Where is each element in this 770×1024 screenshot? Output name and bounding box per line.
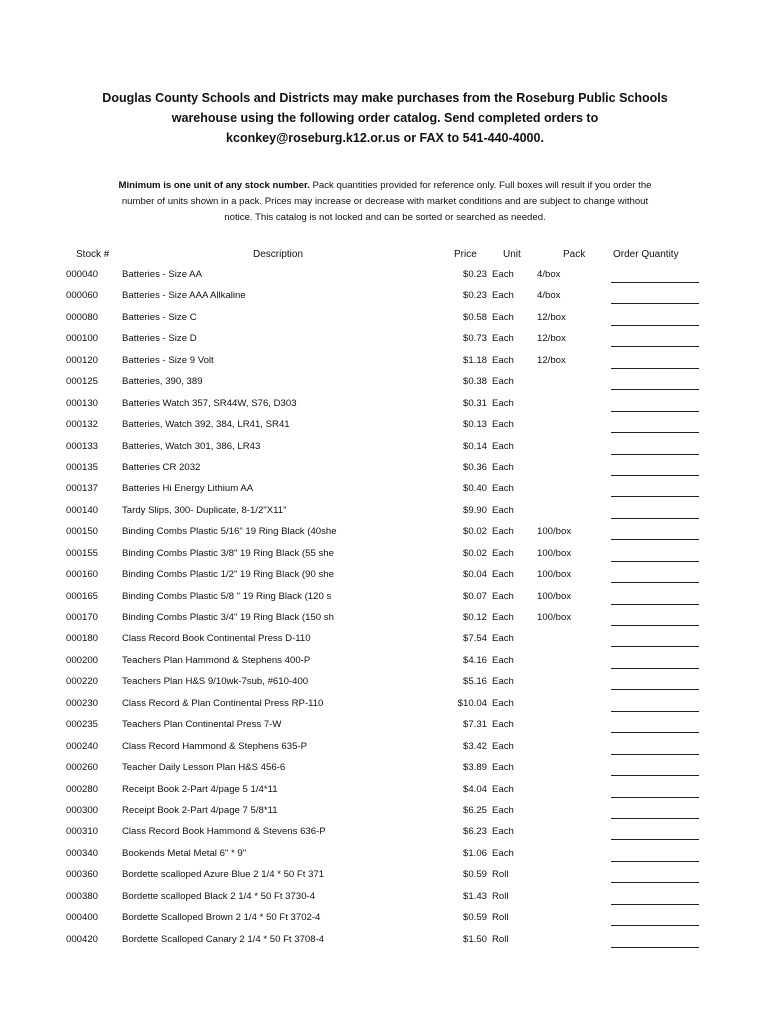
stock-number: 000420	[66, 933, 99, 945]
order-quantity-line[interactable]	[611, 861, 699, 862]
table-row	[0, 565, 770, 586]
table-row	[0, 930, 770, 951]
item-description: Batteries, Watch 392, 384, LR41, SR41	[122, 419, 290, 431]
item-pack: 100/box	[537, 547, 572, 559]
stock-number: 000220	[66, 676, 99, 688]
item-description: Teacher Daily Lesson Plan H&S 456-6	[122, 762, 286, 774]
item-pack: 12/box	[537, 333, 566, 345]
table-row	[0, 522, 770, 543]
item-description: Batteries - Size AAA Allkaline	[122, 290, 246, 302]
item-description: Batteries - Size C	[122, 311, 197, 323]
table-row	[0, 479, 770, 500]
item-pack: 100/box	[537, 526, 572, 538]
stock-number: 000132	[66, 419, 99, 431]
item-description: Class Record Book Hammond & Stevens 636-P	[122, 826, 326, 838]
order-quantity-line[interactable]	[611, 689, 699, 690]
order-quantity-line[interactable]	[611, 646, 699, 647]
stock-number: 000200	[66, 654, 99, 666]
item-description: Class Record Book Continental Press D-110	[122, 633, 311, 645]
order-quantity-line[interactable]	[611, 346, 699, 347]
item-unit: Each	[492, 612, 514, 623]
table-row	[0, 908, 770, 929]
item-unit: Each	[492, 826, 514, 838]
item-unit: Each	[492, 569, 514, 581]
item-price: $5.16	[462, 676, 487, 688]
item-price: $4.16	[462, 654, 487, 666]
table-row	[0, 887, 770, 908]
item-description: Batteries - Size AA	[122, 269, 202, 280]
item-unit: Roll	[492, 912, 509, 924]
order-quantity-line[interactable]	[611, 947, 699, 948]
item-unit: Each	[492, 654, 514, 666]
item-price: $3.89	[462, 762, 487, 774]
stock-number: 000100	[66, 333, 99, 345]
notice-line-2: number of units shown in a pack. Prices may increase or decrease with market conditions and are subject to change without	[121, 196, 649, 207]
item-pack: 100/box	[537, 590, 572, 602]
heading-line-1: Douglas County Schools and Districts may make purchases from the Roseburg Public Schools	[102, 91, 668, 105]
stock-number: 000165	[66, 590, 99, 602]
item-unit: Each	[492, 526, 514, 538]
item-description: Bordette scalloped Azure Blue 2 1/4 * 50 Ft 371	[122, 869, 325, 881]
table-row	[0, 265, 770, 286]
item-pack: 4/box	[537, 290, 561, 302]
item-description: Batteries - Size D	[122, 333, 197, 345]
item-unit: Each	[492, 804, 514, 816]
stock-number: 000060	[66, 290, 99, 302]
order-quantity-line[interactable]	[611, 797, 699, 798]
stock-number: 000140	[66, 504, 99, 516]
item-price: $0.23	[462, 269, 487, 280]
item-description: Batteries Watch 357, SR44W, S76, D303	[122, 397, 297, 409]
stock-number: 000380	[66, 890, 99, 902]
item-unit: Each	[492, 397, 514, 409]
order-quantity-line[interactable]	[611, 882, 699, 883]
item-price: $0.07	[462, 590, 487, 602]
order-quantity-line[interactable]	[611, 475, 699, 476]
order-quantity-line[interactable]	[611, 625, 699, 626]
order-quantity-line[interactable]	[611, 303, 699, 304]
item-description: Receipt Book 2-Part 4/page 7 5/8*11	[122, 804, 278, 816]
order-quantity-line[interactable]	[611, 432, 699, 433]
item-unit: Each	[492, 590, 514, 602]
item-description: Teachers Plan Continental Press 7-W	[122, 719, 282, 731]
item-unit: Each	[492, 697, 514, 709]
header-stock: Stock #	[76, 249, 110, 260]
item-price: $0.59	[462, 912, 487, 924]
item-description: Receipt Book 2-Part 4/page 5 1/4*11	[122, 783, 278, 795]
stock-number: 000310	[66, 826, 99, 838]
table-row	[0, 608, 770, 629]
notice-minimum-bold: Minimum is one unit of any stock number.	[118, 180, 310, 191]
table-row	[0, 308, 770, 329]
order-quantity-line[interactable]	[611, 368, 699, 369]
table-row	[0, 780, 770, 801]
table-row	[0, 458, 770, 479]
item-price: $1.18	[462, 354, 487, 366]
item-description: Bordette scalloped Black 2 1/4 * 50 Ft 3730-4	[122, 890, 316, 902]
stock-number: 000125	[66, 376, 99, 388]
stock-number: 000155	[66, 547, 99, 559]
item-unit: Each	[492, 269, 514, 280]
item-unit: Roll	[492, 933, 509, 945]
stock-number: 000230	[66, 697, 99, 709]
item-price: $4.04	[462, 783, 487, 795]
stock-number: 000235	[66, 719, 99, 731]
item-unit: Each	[492, 354, 514, 366]
table-row	[0, 329, 770, 350]
item-price: $3.42	[462, 740, 487, 752]
item-description: Class Record Hammond & Stephens 635-P	[122, 740, 308, 752]
order-quantity-line[interactable]	[611, 389, 699, 390]
item-price: $7.54	[462, 633, 487, 645]
item-price: $0.12	[462, 612, 487, 623]
item-price: $0.38	[462, 376, 487, 388]
item-description: Binding Combs Plastic 5/8 " 19 Ring Black (120 s	[122, 590, 332, 602]
item-price: $0.23	[462, 290, 487, 302]
item-price: $6.25	[462, 804, 487, 816]
header-price: Price	[454, 249, 477, 260]
item-price: $1.50	[462, 933, 487, 945]
table-row	[0, 372, 770, 393]
stock-number: 000240	[66, 740, 99, 752]
item-unit: Each	[492, 719, 514, 731]
stock-number: 000133	[66, 440, 99, 452]
item-description: Binding Combs Plastic 3/8" 19 Ring Black (55 she	[122, 547, 334, 559]
stock-number: 000260	[66, 762, 99, 774]
order-quantity-line[interactable]	[611, 904, 699, 905]
item-price: $7.31	[462, 719, 487, 731]
item-price: $0.02	[462, 547, 487, 559]
item-description: Batteries - Size 9 Volt	[122, 354, 214, 366]
table-row	[0, 715, 770, 736]
item-description: Batteries Hi Energy Lithium AA	[122, 483, 254, 495]
order-quantity-line[interactable]	[611, 754, 699, 755]
item-unit: Each	[492, 676, 514, 688]
table-row	[0, 544, 770, 565]
order-quantity-line[interactable]	[611, 496, 699, 497]
order-quantity-line[interactable]	[611, 775, 699, 776]
item-price: $0.40	[462, 483, 487, 495]
stock-number: 000130	[66, 397, 99, 409]
order-quantity-line[interactable]	[611, 668, 699, 669]
item-pack: 100/box	[537, 569, 572, 581]
item-description: Teachers Plan H&S 9/10wk-7sub, #610-400	[122, 676, 309, 688]
header-order-quantity: Order Quantity	[613, 249, 679, 260]
order-quantity-line[interactable]	[611, 411, 699, 412]
item-price: $1.43	[462, 890, 487, 902]
item-unit: Roll	[492, 869, 509, 881]
item-price: $1.06	[462, 847, 487, 859]
item-description: Class Record & Plan Continental Press RP-110	[122, 697, 324, 709]
order-quantity-line[interactable]	[611, 711, 699, 712]
heading-line-2: warehouse using the following order catalog. Send completed orders to	[171, 111, 599, 125]
stock-number: 000280	[66, 783, 99, 795]
notice-line-1-rest: Pack quantities provided for reference only. Full boxes will result if you order the	[309, 180, 652, 191]
table-row	[0, 801, 770, 822]
item-description: Binding Combs Plastic 1/2" 19 Ring Black (90 she	[122, 569, 334, 581]
header-unit: Unit	[503, 249, 521, 260]
heading-line-3: kconkey@roseburg.k12.or.us or FAX to 541-440-4000.	[226, 131, 544, 145]
table-row	[0, 629, 770, 650]
stock-number: 000040	[66, 269, 99, 280]
item-description: Tardy Slips, 300- Duplicate, 8-1/2"X11"	[122, 504, 287, 516]
stock-number: 000135	[66, 461, 99, 473]
header-description: Description	[253, 249, 304, 260]
stock-number: 000150	[66, 526, 99, 538]
order-quantity-line[interactable]	[611, 582, 699, 583]
table-row	[0, 651, 770, 672]
order-quantity-line[interactable]	[611, 839, 699, 840]
item-price: $0.04	[462, 569, 487, 581]
table-row	[0, 672, 770, 693]
item-unit: Each	[492, 333, 514, 345]
order-quantity-line[interactable]	[611, 561, 699, 562]
item-price: $9.90	[462, 504, 487, 516]
item-description: Bordette Scalloped Brown 2 1/4 * 50 Ft 3702-4	[122, 912, 321, 924]
order-quantity-line[interactable]	[611, 325, 699, 326]
item-price: $10.04	[457, 697, 487, 709]
item-description: Batteries CR 2032	[122, 461, 201, 473]
item-price: $0.02	[462, 526, 487, 538]
stock-number: 000160	[66, 569, 99, 581]
item-description: Bookends Metal Metal 6" * 9"	[122, 847, 247, 859]
table-row	[0, 865, 770, 886]
item-unit: Each	[492, 376, 514, 388]
notice-line-1	[60, 178, 710, 194]
notice-line-3: notice. This catalog is not locked and can be sorted or searched as needed.	[224, 212, 546, 223]
order-quantity-line[interactable]	[611, 454, 699, 455]
item-price: $0.59	[462, 869, 487, 881]
item-unit: Each	[492, 740, 514, 752]
stock-number: 000300	[66, 804, 99, 816]
order-quantity-line[interactable]	[611, 604, 699, 605]
stock-number: 000360	[66, 869, 99, 881]
stock-number: 000120	[66, 354, 99, 366]
item-unit: Each	[492, 290, 514, 302]
item-unit: Each	[492, 783, 514, 795]
item-description: Batteries, Watch 301, 386, LR43	[122, 440, 261, 452]
item-unit: Each	[492, 311, 514, 323]
order-quantity-line[interactable]	[611, 282, 699, 283]
item-price: $0.36	[462, 461, 487, 473]
item-price: $0.14	[462, 440, 487, 452]
table-row	[0, 437, 770, 458]
item-unit: Each	[492, 419, 514, 431]
table-row	[0, 844, 770, 865]
item-unit: Each	[492, 440, 514, 452]
catalog-notice	[60, 178, 710, 226]
item-description: Teachers Plan Hammond & Stephens 400-P	[122, 654, 311, 666]
item-description: Bordette Scalloped Canary 2 1/4 * 50 Ft 3708-4	[122, 933, 325, 945]
item-unit: Each	[492, 547, 514, 559]
order-quantity-line[interactable]	[611, 818, 699, 819]
table-row	[0, 394, 770, 415]
table-row	[0, 758, 770, 779]
stock-number: 000137	[66, 483, 99, 495]
catalog-heading	[40, 88, 730, 148]
order-quantity-line[interactable]	[611, 732, 699, 733]
item-unit: Each	[492, 762, 514, 774]
item-pack: 100/box	[537, 612, 572, 623]
item-pack: 12/box	[537, 354, 566, 366]
item-description: Binding Combs Plastic 3/4" 19 Ring Black (150 sh	[122, 612, 334, 623]
item-unit: Each	[492, 483, 514, 495]
order-quantity-line[interactable]	[611, 539, 699, 540]
table-row	[0, 737, 770, 758]
table-row	[0, 415, 770, 436]
item-description: Batteries, 390, 389	[122, 376, 203, 388]
item-description: Binding Combs Plastic 5/16" 19 Ring Black (40she	[122, 526, 337, 538]
stock-number: 000080	[66, 311, 99, 323]
order-quantity-line[interactable]	[611, 518, 699, 519]
table-row	[0, 351, 770, 372]
stock-number: 000400	[66, 912, 99, 924]
stock-number: 000340	[66, 847, 99, 859]
item-unit: Each	[492, 461, 514, 473]
table-row	[0, 587, 770, 608]
header-pack: Pack	[563, 249, 586, 260]
item-unit: Each	[492, 847, 514, 859]
item-pack: 4/box	[537, 269, 561, 280]
item-price: $0.31	[462, 397, 487, 409]
catalog-table	[0, 265, 770, 951]
order-quantity-line[interactable]	[611, 925, 699, 926]
item-price: $6.23	[462, 826, 487, 838]
stock-number: 000170	[66, 612, 99, 623]
table-row	[0, 694, 770, 715]
table-row	[0, 822, 770, 843]
item-price: $0.58	[462, 311, 487, 323]
item-price: $0.73	[462, 333, 487, 345]
stock-number: 000180	[66, 633, 99, 645]
item-pack: 12/box	[537, 311, 566, 323]
item-price: $0.13	[462, 419, 487, 431]
table-row	[0, 286, 770, 307]
item-unit: Each	[492, 504, 514, 516]
item-unit: Each	[492, 633, 514, 645]
item-unit: Roll	[492, 890, 509, 902]
table-row	[0, 501, 770, 522]
